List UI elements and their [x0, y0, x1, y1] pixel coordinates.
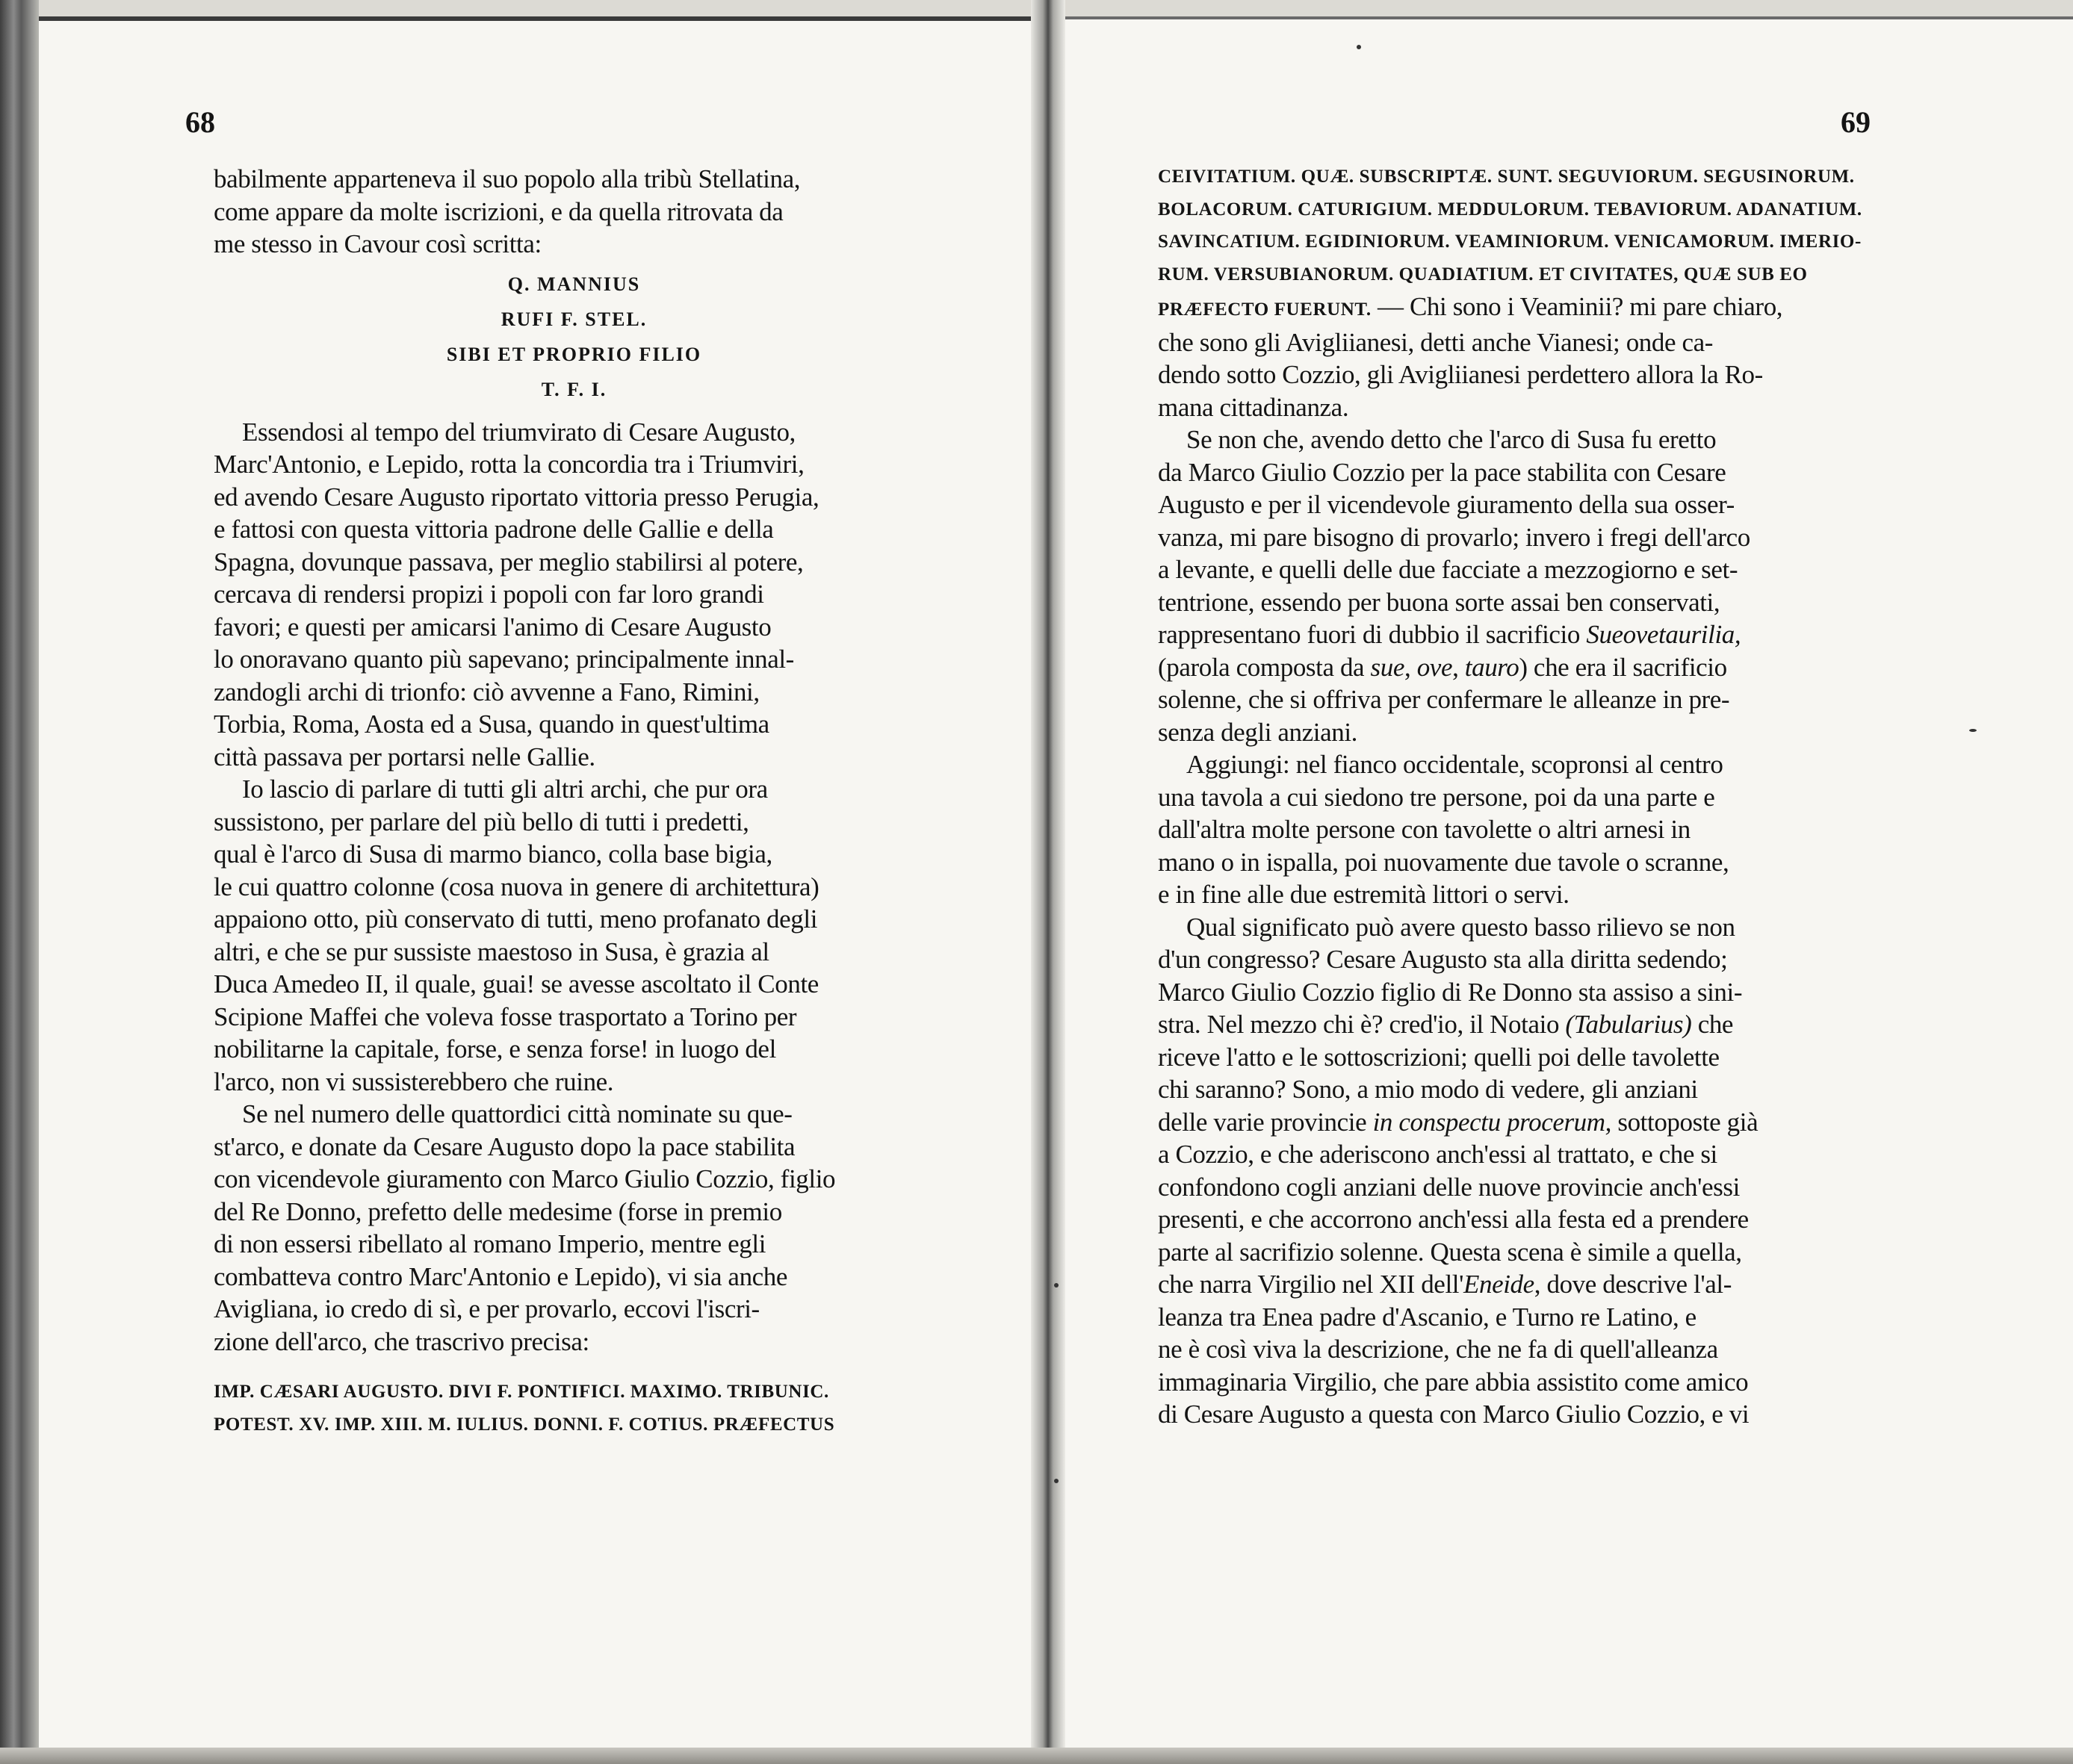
text-line: Se nel numero delle quattordici città nominate su que-	[242, 1099, 793, 1128]
text-line: Se non che, avendo detto che l'arco di Susa fu eretto	[1186, 425, 1717, 454]
text-line	[1158, 618, 1883, 651]
text-line	[1158, 291, 1883, 326]
text-run: che	[1691, 1010, 1734, 1039]
ink-speck	[1969, 729, 1977, 732]
text-line: Scipione Maffei che voleva fosse trasportato a Torino per	[214, 1001, 797, 1031]
text-line: appaiono otto, più conservato di tutti, meno profanato degli	[214, 904, 818, 934]
text-line: e in fine alle due estremità littori o servi.	[1158, 880, 1570, 909]
text-line	[1158, 1008, 1883, 1041]
ink-speck	[1054, 1283, 1059, 1288]
italic-term: sue	[1370, 652, 1404, 682]
text-line: solenne, che si offriva per confermare le alleanze in pre-	[1158, 685, 1730, 714]
right-page-text	[1158, 161, 1883, 1431]
text-line: ne è così viva la descrizione, che ne fa di quell'alleanza	[1158, 1335, 1718, 1364]
text-run: rappresentano fuori di dubbio il sacrificio	[1158, 620, 1587, 649]
text-line: Spagna, dovunque passava, per meglio stabilirsi al potere,	[214, 547, 804, 577]
text-line: altri, e che se pur sussiste maestoso in Susa, è grazia al	[214, 937, 769, 966]
text-run: ,	[1452, 652, 1465, 682]
inscription-line: RUFI F. STEL.	[501, 308, 648, 330]
text-line: Io lascio di parlare di tutti gli altri archi, che pur ora	[242, 774, 768, 804]
text-line: parte al sacrifizio solenne. Questa scena è simile a quella,	[1158, 1237, 1742, 1267]
inscription-caps-line: BOLACORUM. CATURIGIUM. MEDDULORUM. TEBAVIORUM. ADANATIUM.	[1158, 199, 1862, 220]
text-line	[1158, 651, 1883, 684]
text-line: Avigliana, io credo di sì, e per provarlo, eccovi l'iscri-	[214, 1294, 760, 1323]
text-line: dall'altra molte persone con tavolette o altri arnesi in	[1158, 815, 1691, 844]
text-line	[1158, 1106, 1883, 1139]
inscription-mannius	[214, 267, 935, 407]
text-run: (parola composta da	[1158, 652, 1371, 682]
bottom-edge	[0, 1748, 2073, 1764]
text-line: di non essersi ribellato al romano Imperio, mentre egli	[214, 1229, 766, 1258]
book-gutter	[1031, 0, 1065, 1764]
italic-term: ove	[1416, 652, 1453, 682]
text-line: Torbia, Roma, Aosta ed a Susa, quando in quest'ultima	[214, 709, 769, 739]
inscription-caps-line: POTEST. XV. IMP. XIII. M. IULIUS. DONNI. F. COTIUS. PRÆFECTUS	[214, 1414, 835, 1435]
text-line: mano o in ispalla, poi nuovamente due tavole o scranne,	[1158, 847, 1729, 877]
text-line: d'un congresso? Cesare Augusto sta alla diritta sedendo;	[1158, 945, 1728, 974]
inscription-line: Q. MANNIUS	[507, 273, 641, 295]
text-line: zione dell'arco, che trascrivo precisa:	[214, 1326, 589, 1356]
text-line: Marco Giulio Cozzio figlio di Re Donno sta assiso a sini-	[1158, 977, 1743, 1007]
text-line: combatteva contro Marc'Antonio e Lepido), vi sia anche	[214, 1261, 788, 1291]
text-line: le cui quattro colonne (cosa nuova in genere di architettura)	[214, 872, 819, 901]
text-line: con vicendevole giuramento con Marco Giulio Cozzio, figlio	[214, 1164, 836, 1193]
text-line: che sono gli Avigliianesi, detti anche Vianesi; onde ca-	[1158, 327, 1714, 357]
text-line: tentrione, essendo per buona sorte assai ben conservati,	[1158, 587, 1720, 617]
text-run: delle varie provincie	[1158, 1107, 1373, 1137]
text-line: confondono cogli anziani delle nuove provincie anch'essi	[1158, 1172, 1740, 1202]
italic-term: (Tabularius)	[1565, 1010, 1692, 1039]
text-line: e fattosi con questa vittoria padrone delle Gallie e della	[214, 515, 774, 544]
text-line: del Re Donno, prefetto delle medesime (forse in premio	[214, 1196, 782, 1226]
text-line: zandogli archi di trionfo: ciò avvenne a Fano, Rimini,	[214, 677, 760, 706]
text-line: qual è l'arco di Susa di marmo bianco, colla base bigia,	[214, 839, 772, 869]
inscription-caps-line: RUM. VERSUBIANORUM. QUADIATIUM. ET CIVITATES, QUÆ SUB EO	[1158, 264, 1808, 285]
text-line: cercava di rendersi propizi i popoli con far loro grandi	[214, 580, 764, 609]
text-line: Duca Amedeo II, il quale, guai! se avesse ascoltato il Conte	[214, 969, 819, 999]
text-line: a Cozzio, e che aderiscono anch'essi al trattato, e che si	[1158, 1140, 1717, 1169]
text-run: ) che era il sacrificio	[1519, 652, 1727, 682]
text-line: st'arco, e donate da Cesare Augusto dopo la pace stabilita	[214, 1131, 796, 1161]
text-line: l'arco, non vi sussisterebbero che ruine.	[214, 1066, 614, 1096]
inscription-caps-line: CEIVITATIUM. QUÆ. SUBSCRIPTÆ. SUNT. SEGUVIORUM. SEGUSINORUM.	[1158, 167, 1855, 187]
text-line: senza degli anziani.	[1158, 717, 1358, 747]
text-line: leanza tra Enea padre d'Ascanio, e Turno re Latino, e	[1158, 1302, 1696, 1332]
text-line: sussistono, per parlare del più bello di tutti i predetti,	[214, 807, 749, 836]
left-binding-edge	[0, 0, 39, 1764]
inscription-line: T. F. I.	[541, 378, 607, 400]
inscription-line: SIBI ET PROPRIO FILIO	[446, 343, 702, 365]
text-line: Essendosi al tempo del triumvirato di Cesare Augusto,	[242, 417, 796, 447]
text-line: vanza, mi pare bisogno di provarlo; invero i fregi dell'arco	[1158, 522, 1750, 552]
italic-term: Eneide	[1463, 1270, 1534, 1299]
text-line: me stesso in Cavour così scritta:	[214, 229, 542, 258]
text-line: favori; e questi per amicarsi l'animo di Cesare Augusto	[214, 612, 772, 642]
text-run: ,	[1404, 652, 1417, 682]
text-line: riceve l'atto e le sottoscrizioni; quelli poi delle tavolette	[1158, 1042, 1720, 1072]
text-run: — Chi sono i Veaminii? mi pare chiaro,	[1371, 292, 1783, 321]
page-number-right: 69	[1841, 105, 1871, 139]
italic-term: tauro	[1464, 652, 1519, 682]
text-line: come appare da molte iscrizioni, e da quella ritrovata da	[214, 196, 784, 226]
inscription-caps-line: IMP. CÆSARI AUGUSTO. DIVI F. PONTIFICI. MAXIMO. TRIBUNIC.	[214, 1382, 829, 1402]
text-line: mana cittadinanza.	[1158, 392, 1349, 422]
text-line: babilmente apparteneva il suo popolo alla tribù Stellatina,	[214, 164, 801, 193]
text-run: stra. Nel mezzo chi è? cred'io, il Notaio	[1158, 1010, 1566, 1039]
text-line: immaginaria Virgilio, che pare abbia assistito come amico	[1158, 1367, 1749, 1397]
text-line: città passava per portarsi nelle Gallie.	[214, 742, 595, 771]
ink-speck	[1357, 45, 1361, 49]
text-line	[1158, 1268, 1883, 1301]
text-line: una tavola a cui siedono tre persone, poi da una parte e	[1158, 782, 1715, 812]
text-line: Marc'Antonio, e Lepido, rotta la concordia tra i Triumviri,	[214, 450, 805, 479]
text-line: da Marco Giulio Cozzio per la pace stabilita con Cesare	[1158, 457, 1726, 487]
text-run: , dove descrive l'al-	[1534, 1270, 1732, 1299]
page-number-left: 68	[185, 105, 215, 139]
text-run: che narra Virgilio nel XII dell'	[1158, 1270, 1463, 1299]
text-run: sottoposte già	[1611, 1107, 1759, 1137]
text-line: dendo sotto Cozzio, gli Avigliianesi perdettero allora la Ro-	[1158, 360, 1763, 389]
text-line: ed avendo Cesare Augusto riportato vittoria presso Perugia,	[214, 482, 819, 512]
italic-term: in conspectu procerum,	[1372, 1107, 1612, 1137]
text-line: di Cesare Augusto a questa con Marco Giulio Cozzio, e vi	[1158, 1400, 1750, 1429]
text-line: nobilitarne la capitale, forse, e senza forse! in luogo del	[214, 1034, 776, 1063]
text-line: Augusto e per il vicendevole giuramento della sua osser-	[1158, 490, 1735, 519]
inscription-caps-tail: PRÆFECTO FUERUNT.	[1158, 299, 1372, 320]
ink-speck	[1054, 1479, 1059, 1483]
italic-term: Sueovetaurilia,	[1586, 620, 1741, 649]
text-line: presenti, e che accorrono anch'essi alla festa ed a prendere	[1158, 1205, 1749, 1234]
text-line: Aggiungi: nel fianco occidentale, scopronsi al centro	[1186, 750, 1723, 779]
text-line: chi saranno? Sono, a mio modo di vedere, gli anziani	[1158, 1075, 1698, 1104]
left-page-text	[214, 163, 935, 1441]
text-line: Qual significato può avere questo basso rilievo se non	[1186, 912, 1735, 942]
inscription-caps-line: SAVINCATIUM. EGIDINIORUM. VEAMINIORUM. VENICAMORUM. IMERIO-	[1158, 232, 1862, 252]
text-line: a levante, e quelli delle due facciate a mezzogiorno e set-	[1158, 555, 1738, 584]
text-line: lo onoravano quanto più sapevano; principalmente innal-	[214, 645, 794, 674]
